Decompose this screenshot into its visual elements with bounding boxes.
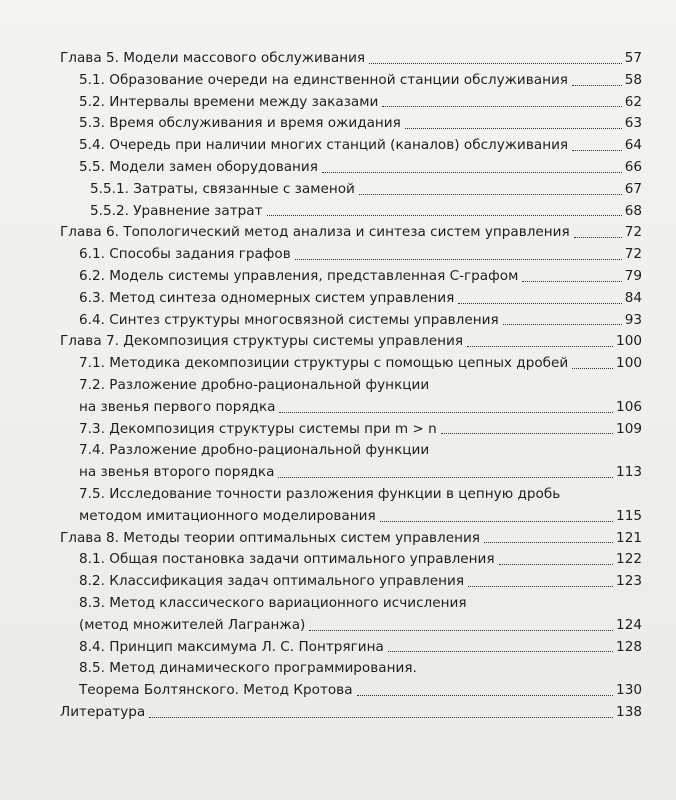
toc-entry-title: 5.2. Интервалы времени между заказами: [79, 93, 379, 110]
toc-entry-title: Глава 6. Топологический метод анализа и синтеза систем управления: [60, 224, 570, 241]
toc-page-number: 58: [624, 71, 642, 88]
toc-entry-title: на звенья первого порядка: [79, 398, 276, 415]
toc-entry-title: на звенья второго порядка: [79, 464, 275, 481]
toc-entry-title: 6.2. Модель системы управления, представленная С-графом: [79, 267, 519, 284]
toc-section-entry: [60, 288, 642, 310]
toc-page-number: 115: [616, 507, 642, 524]
toc-page-number: 100: [616, 355, 642, 372]
toc-page-number: 124: [616, 616, 642, 633]
toc-page-number: 106: [616, 398, 642, 415]
toc-dot-leader: [279, 412, 613, 413]
toc-page-number: 62: [624, 93, 642, 110]
table-of-contents: [60, 48, 642, 724]
toc-entry-title: 7.3. Декомпозиция структуры системы при m > n: [79, 420, 437, 437]
toc-section-entry: [60, 179, 642, 201]
toc-dot-leader: [388, 651, 613, 652]
toc-chapter-entry: [60, 331, 642, 353]
toc-page-number: 64: [624, 137, 642, 154]
toc-page-number: 57: [624, 50, 642, 66]
toc-section-entry: [60, 157, 642, 179]
toc-entry-title: 5.5.1. Затраты, связанные с заменой: [90, 180, 355, 197]
toc-section-entry: [60, 506, 642, 528]
toc-page-number: 109: [616, 420, 642, 437]
toc-section-entry: [60, 658, 642, 680]
toc-dot-leader: [503, 324, 622, 325]
toc-section-entry: [60, 615, 642, 637]
toc-page-number: 100: [616, 333, 642, 350]
toc-entry-title: Литература: [60, 703, 146, 720]
toc-section-entry: [60, 375, 642, 397]
toc-entry-title: 8.2. Классификация задач оптимального управления: [79, 573, 465, 590]
toc-dot-leader: [149, 717, 613, 718]
toc-chapter-entry: [60, 48, 642, 70]
toc-page-number: 121: [616, 529, 642, 546]
toc-entry-title: Глава 5. Модели массового обслуживания: [60, 50, 366, 66]
toc-section-entry: [60, 113, 642, 135]
toc-page-number: 72: [624, 224, 642, 241]
toc-entry-title: 6.1. Способы задания графов: [79, 246, 291, 263]
toc-section-entry: [60, 135, 642, 157]
toc-entry-title: 7.2. Разложение дробно-рациональной функции: [79, 376, 430, 393]
toc-section-entry: [60, 484, 642, 506]
toc-dot-leader: [499, 564, 614, 565]
toc-page-number: 93: [624, 311, 642, 328]
toc-dot-leader: [522, 281, 621, 282]
toc-section-entry: [60, 266, 642, 288]
toc-entry-title: 5.5.2. Уравнение затрат: [90, 202, 263, 219]
toc-entry-title: 7.5. Исследование точности разложения функции в цепную дробь: [79, 485, 561, 502]
toc-page-number: 68: [624, 202, 642, 219]
toc-entry-title: методом имитационного моделирования: [79, 507, 376, 524]
toc-page-number: 122: [616, 551, 642, 568]
toc-section-entry: [60, 440, 642, 462]
toc-entry-title: 5.5. Модели замен оборудования: [79, 158, 318, 175]
toc-dot-leader: [309, 630, 613, 631]
toc-dot-leader: [405, 128, 622, 129]
toc-entry-title: 6.3. Метод синтеза одномерных систем управления: [79, 289, 455, 306]
toc-page-number: 84: [624, 289, 642, 306]
toc-section-entry: [60, 549, 642, 571]
toc-dot-leader: [357, 695, 614, 696]
toc-page-number: 128: [616, 638, 642, 655]
toc-entry-title: 7.1. Методика декомпозиции структуры с помощью цепных дробей: [79, 355, 569, 372]
toc-page-number: 79: [624, 267, 642, 284]
toc-dot-leader: [359, 194, 622, 195]
toc-dot-leader: [484, 542, 613, 543]
toc-page-number: 67: [624, 180, 642, 197]
toc-dot-leader: [295, 259, 622, 260]
toc-entry-title: 5.3. Время обслуживания и время ожидания: [79, 115, 401, 132]
toc-entry-title: 8.5. Метод динамического программирования.: [79, 660, 417, 677]
toc-section-entry: [60, 244, 642, 266]
toc-page-number: 138: [616, 703, 642, 720]
toc-dot-leader: [574, 237, 622, 238]
toc-chapter-entry: [60, 702, 642, 724]
toc-dot-leader: [278, 477, 613, 478]
toc-entry-title: Теорема Болтянского. Метод Кротова: [79, 682, 353, 699]
toc-page-number: 130: [616, 682, 642, 699]
toc-dot-leader: [468, 586, 613, 587]
toc-section-entry: [60, 397, 642, 419]
toc-page-number: 63: [624, 115, 642, 132]
toc-section-entry: [60, 462, 642, 484]
toc-dot-leader: [572, 150, 622, 151]
toc-section-entry: [60, 593, 642, 615]
toc-section-entry: [60, 310, 642, 332]
toc-dot-leader: [441, 433, 613, 434]
toc-section-entry: [60, 680, 642, 702]
toc-entry-title: Глава 7. Декомпозиция структуры системы управления: [60, 333, 464, 350]
toc-page-number: 72: [624, 246, 642, 263]
toc-entry-title: 5.1. Образование очереди на единственной станции обслуживания: [79, 71, 568, 88]
toc-dot-leader: [572, 85, 622, 86]
toc-page-number: 113: [616, 464, 642, 481]
toc-entry-title: 8.1. Общая постановка задачи оптимального управления: [79, 551, 495, 568]
toc-chapter-entry: [60, 528, 642, 550]
toc-section-entry: [60, 70, 642, 92]
toc-entry-title: Глава 8. Методы теории оптимальных систем управления: [60, 529, 480, 546]
toc-section-entry: [60, 201, 642, 223]
toc-dot-leader: [322, 172, 622, 173]
toc-chapter-entry: [60, 222, 642, 244]
toc-dot-leader: [467, 346, 613, 347]
toc-dot-leader: [369, 63, 622, 64]
toc-page-number: 66: [624, 158, 642, 175]
toc-entry-title: 7.4. Разложение дробно-рациональной функции: [79, 442, 430, 459]
toc-dot-leader: [267, 215, 622, 216]
toc-section-entry: [60, 637, 642, 659]
toc-dot-leader: [380, 521, 613, 522]
toc-page-number: 123: [616, 573, 642, 590]
toc-section-entry: [60, 92, 642, 114]
toc-entry-title: (метод множителей Лагранжа): [79, 616, 306, 633]
toc-section-entry: [60, 571, 642, 593]
toc-entry-title: 8.4. Принцип максимума Л. С. Понтрягина: [79, 638, 384, 655]
toc-entry-title: 8.3. Метод классического вариационного исчисления: [79, 594, 467, 611]
toc-dot-leader: [572, 368, 613, 369]
toc-section-entry: [60, 353, 642, 375]
toc-entry-title: 5.4. Очередь при наличии многих станций (каналов) обслуживания: [79, 137, 569, 154]
toc-dot-leader: [458, 303, 621, 304]
toc-dot-leader: [382, 106, 621, 107]
toc-section-entry: [60, 419, 642, 441]
toc-entry-title: 6.4. Синтез структуры многосвязной системы управления: [79, 311, 499, 328]
